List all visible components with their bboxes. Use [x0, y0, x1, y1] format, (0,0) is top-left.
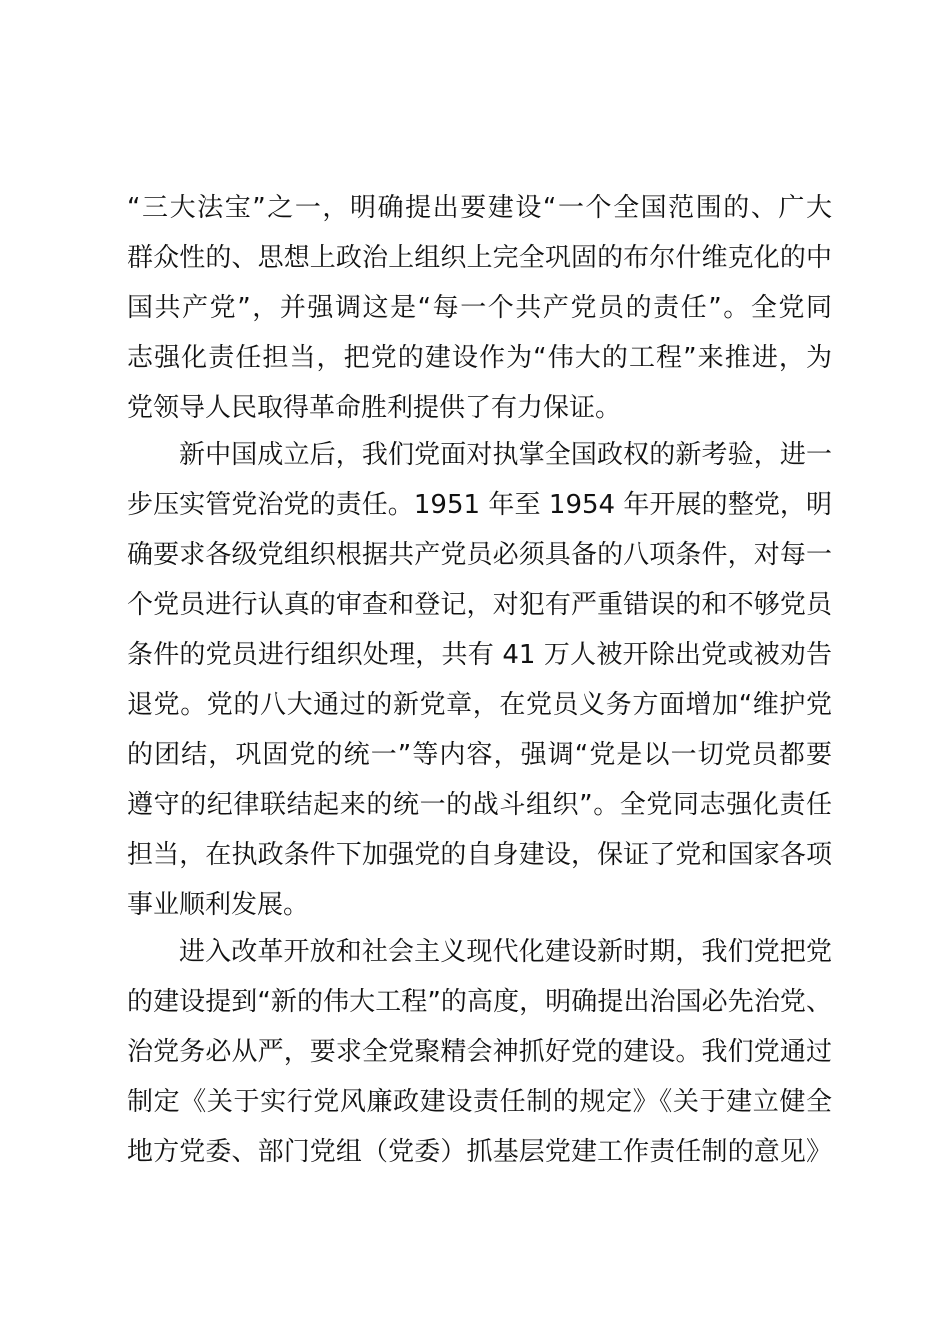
text-line: 事业顺利发展。 [127, 890, 310, 920]
text-line: 的团结，巩固党的统一”等内容，强调“党是以一切党员都要 [127, 740, 832, 770]
text-line: 担当，在执政条件下加强党的自身建设，保证了党和国家各项 [127, 840, 832, 870]
text-line: 新中国成立后，我们党面对执掌全国政权的新考验，进一 [179, 440, 832, 470]
text-line: 地方党委、部门党组（党委）抓基层党建工作责任制的意见》 [127, 1137, 832, 1167]
text-line: 的建设提到“新的伟大工程”的高度，明确提出治国必先治党、 [127, 987, 832, 1017]
text-line: “三大法宝”之一，明确提出要建设“一个全国范围的、广大 [127, 193, 832, 223]
paragraph-3 [127, 927, 832, 1177]
paragraph-2 [127, 430, 832, 930]
text-line: 党领导人民取得革命胜利提供了有力保证。 [127, 393, 622, 423]
text-line: 群众性的、思想上政治上组织上完全巩固的布尔什维克化的中 [127, 243, 832, 273]
text-line: 确要求各级党组织根据共产党员必须具备的八项条件，对每一 [127, 540, 832, 570]
text-line: 个党员进行认真的审查和登记，对犯有严重错误的和不够党员 [127, 590, 832, 620]
text-line: 制定《关于实行党风廉政建设责任制的规定》《关于建立健全 [127, 1087, 832, 1117]
text-line: 治党务必从严，要求全党聚精会神抓好党的建设。我们党通过 [127, 1037, 832, 1067]
text-line: 条件的党员进行组织处理，共有 41 万人被开除出党或被劝告 [127, 640, 832, 670]
text-line: 步压实管党治党的责任。1951 年至 1954 年开展的整党，明 [127, 490, 832, 520]
text-line: 志强化责任担当，把党的建设作为“伟大的工程”来推进，为 [127, 343, 832, 373]
text-line: 遵守的纪律联结起来的统一的战斗组织”。全党同志强化责任 [127, 790, 832, 820]
text-line: 退党。党的八大通过的新党章，在党员义务方面增加“维护党 [127, 690, 832, 720]
text-line: 国共产党”，并强调这是“每一个共产党员的责任”。全党同 [127, 293, 832, 323]
text-line: 进入改革开放和社会主义现代化建设新时期，我们党把党 [179, 937, 832, 967]
paragraph-1 [127, 183, 832, 433]
